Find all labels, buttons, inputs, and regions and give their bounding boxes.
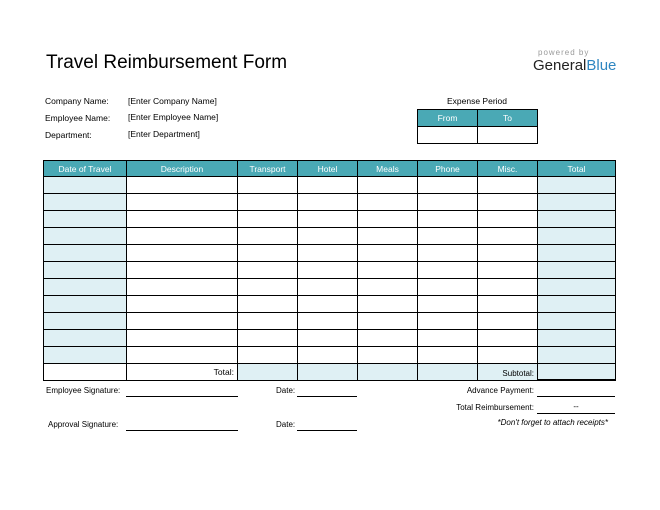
col-header: Phone [418,161,478,177]
employee-signature-label: Employee Signature: [46,386,121,395]
table-cell[interactable] [298,296,358,313]
table-cell[interactable] [238,347,298,364]
period-to-cell[interactable] [478,127,538,144]
table-cell[interactable] [238,313,298,330]
table-cell[interactable] [418,296,478,313]
table-cell[interactable] [44,313,127,330]
table-cell[interactable] [418,262,478,279]
total-reimbursement-value: -- [573,402,579,411]
total-cell[interactable] [238,364,298,381]
table-header-row [44,161,616,177]
table-cell[interactable] [358,279,418,296]
table-cell[interactable] [238,279,298,296]
table-cell[interactable] [298,228,358,245]
table-row [44,296,616,313]
table-cell[interactable] [127,313,238,330]
table-cell[interactable] [538,177,616,194]
table-row [44,228,616,245]
table-cell[interactable] [358,228,418,245]
table-cell[interactable] [238,296,298,313]
table-cell[interactable] [298,347,358,364]
col-header: Total [538,161,616,177]
subtotal-label: Subtotal: [502,369,534,378]
col-header: Date of Travel [44,161,127,177]
table-cell[interactable] [127,279,238,296]
table-cell[interactable] [538,262,616,279]
table-cell[interactable] [478,330,538,347]
totals-blank [44,364,127,381]
table-cell[interactable] [298,211,358,228]
table-cell[interactable] [298,262,358,279]
table-cell[interactable] [238,194,298,211]
table-cell[interactable] [44,228,127,245]
table-cell[interactable] [238,245,298,262]
table-cell[interactable] [44,296,127,313]
table-cell[interactable] [238,330,298,347]
approval-date-label: Date: [276,420,296,429]
table-cell[interactable] [238,177,298,194]
table-row [44,279,616,296]
table-cell[interactable] [44,194,127,211]
table-cell[interactable] [538,313,616,330]
table-cell[interactable] [418,194,478,211]
table-cell[interactable] [298,279,358,296]
table-cell[interactable] [538,194,616,211]
table-cell[interactable] [358,177,418,194]
table-cell[interactable] [298,177,358,194]
table-cell[interactable] [538,279,616,296]
table-cell[interactable] [238,262,298,279]
table-row [44,313,616,330]
col-header: Description [127,161,238,177]
col-header: Meals [358,161,418,177]
table-cell[interactable] [127,330,238,347]
col-header: Transport [238,161,298,177]
expense-period-table [417,109,538,144]
table-cell[interactable] [418,245,478,262]
receipts-note: *Don't forget to attach receipts* [497,418,608,427]
employee-date-line[interactable] [297,396,357,397]
approval-signature-label: Approval Signature: [48,420,119,429]
total-cell[interactable] [298,364,358,381]
table-cell[interactable] [418,228,478,245]
table-row [44,177,616,194]
table-cell[interactable] [358,211,418,228]
table-row [44,245,616,262]
table-cell[interactable] [478,262,538,279]
expense-table [43,160,616,381]
approval-date-line[interactable] [297,430,357,431]
total-label: Total: [127,364,238,381]
table-cell[interactable] [418,330,478,347]
table-cell[interactable] [538,211,616,228]
table-cell[interactable] [418,313,478,330]
table-cell[interactable] [358,194,418,211]
table-cell[interactable] [358,296,418,313]
table-cell[interactable] [298,330,358,347]
table-cell[interactable] [127,296,238,313]
table-cell[interactable] [127,211,238,228]
table-cell[interactable] [538,296,616,313]
table-cell[interactable] [418,177,478,194]
total-cell[interactable] [358,364,418,381]
table-cell[interactable] [478,228,538,245]
approval-signature-line[interactable] [126,430,238,431]
table-cell[interactable] [538,347,616,364]
table-cell[interactable] [358,245,418,262]
table-cell[interactable] [44,177,127,194]
table-row [44,347,616,364]
table-cell[interactable] [478,296,538,313]
table-cell[interactable] [358,313,418,330]
table-cell[interactable] [238,211,298,228]
table-cell[interactable] [127,194,238,211]
table-cell[interactable] [358,330,418,347]
table-cell[interactable] [127,177,238,194]
company-field[interactable]: [Enter Company Name] [128,96,217,106]
col-header: Misc. [478,161,538,177]
table-cell[interactable] [478,279,538,296]
advance-payment-label: Advance Payment: [466,386,534,395]
total-reimbursement-line[interactable] [537,413,615,414]
period-from-cell[interactable] [418,127,478,144]
table-cell[interactable] [127,245,238,262]
employee-field[interactable]: [Enter Employee Name] [128,112,219,122]
table-cell[interactable] [538,330,616,347]
expense-period-label: Expense Period [446,96,507,106]
table-cell[interactable] [478,313,538,330]
table-cell[interactable] [538,245,616,262]
table-cell[interactable] [298,313,358,330]
table-row [44,194,616,211]
table-cell[interactable] [127,262,238,279]
table-cell[interactable] [44,245,127,262]
table-cell[interactable] [298,245,358,262]
brand-blue: Blue [586,57,617,74]
brand-general: General [533,57,587,74]
total-cell[interactable] [538,364,616,381]
table-cell[interactable] [478,347,538,364]
table-cell[interactable] [478,245,538,262]
table-cell[interactable] [238,228,298,245]
table-row [44,262,616,279]
brand-powered-by: powered by [538,48,590,57]
subtotal-line[interactable] [537,379,615,380]
department-label: Department: [45,130,92,140]
employee-signature-line[interactable] [126,396,238,397]
advance-payment-line[interactable] [537,396,615,397]
table-cell[interactable] [418,211,478,228]
table-row [44,330,616,347]
table-cell[interactable] [298,194,358,211]
col-header: Hotel [298,161,358,177]
company-label: Company Name: [45,96,109,106]
table-cell[interactable] [44,347,127,364]
table-cell[interactable] [478,211,538,228]
table-cell[interactable] [538,228,616,245]
table-cell[interactable] [418,279,478,296]
employee-date-label: Date: [276,386,296,395]
table-cell[interactable] [358,347,418,364]
table-cell[interactable] [418,347,478,364]
table-cell[interactable] [44,279,127,296]
form-title: Travel Reimbursement Form [46,52,288,73]
table-cell[interactable] [478,177,538,194]
table-cell[interactable] [44,330,127,347]
department-field[interactable]: [Enter Department] [128,129,200,139]
brand-logo [533,57,616,74]
table-cell[interactable] [478,194,538,211]
table-cell[interactable] [127,228,238,245]
table-cell[interactable] [127,347,238,364]
total-reimbursement-label: Total Reimbursement: [456,403,534,412]
period-to-header: To [478,110,538,127]
table-row [44,211,616,228]
table-cell[interactable] [44,211,127,228]
table-cell[interactable] [358,262,418,279]
table-cell[interactable] [44,262,127,279]
period-from-header: From [418,110,478,127]
employee-label: Employee Name: [45,113,111,123]
